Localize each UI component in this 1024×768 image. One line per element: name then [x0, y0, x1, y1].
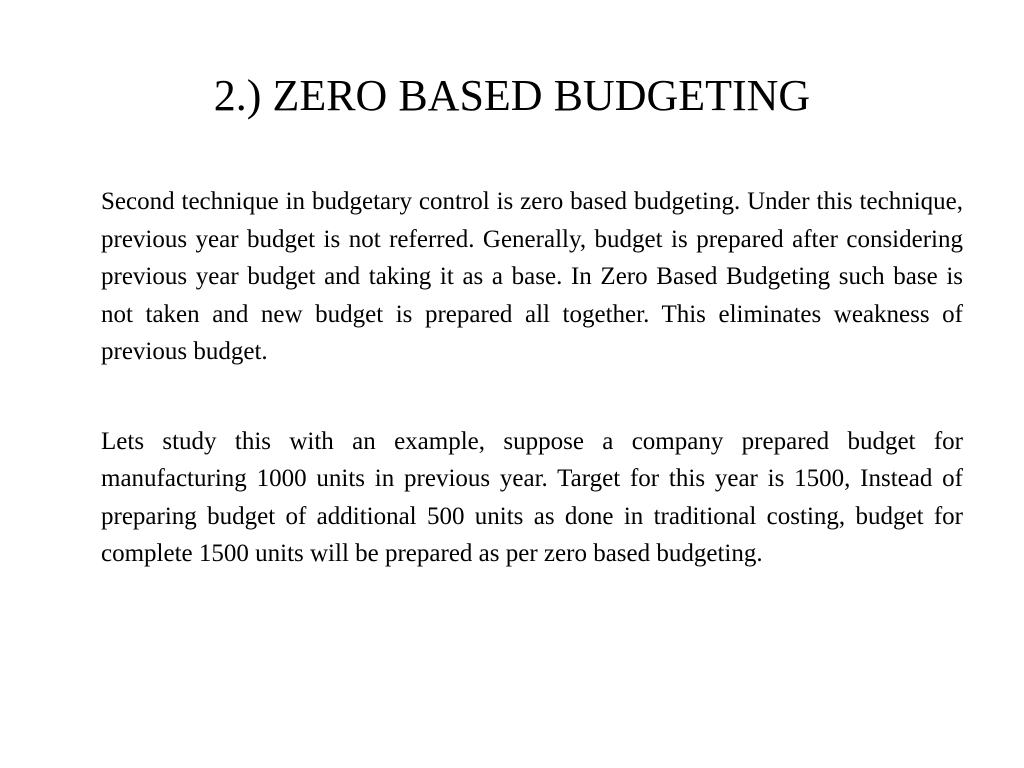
slide-body — [101, 183, 963, 573]
slide-title: 2.) ZERO BASED BUDGETING — [213, 71, 811, 120]
paragraph-definition: Second technique in budgetary control is zero based budgeting. Under this technique, previous year budget is not referred. Generally, budget is prepared after considering previous year budget and taking it as a base. In Zero Based Budgeting such base is not taken and new budget is prepared all together. This eliminates weakness of previous budget. — [101, 188, 963, 365]
paragraph-example: Lets study this with an example, suppose a company prepared budget for manufacturing 1000 units in previous year. Target for this year is 1500, Instead of preparing budget of additional 500 units as done in traditional costing, budget for complete 1500 units will be prepared as per zero based budgeting. — [101, 427, 963, 567]
